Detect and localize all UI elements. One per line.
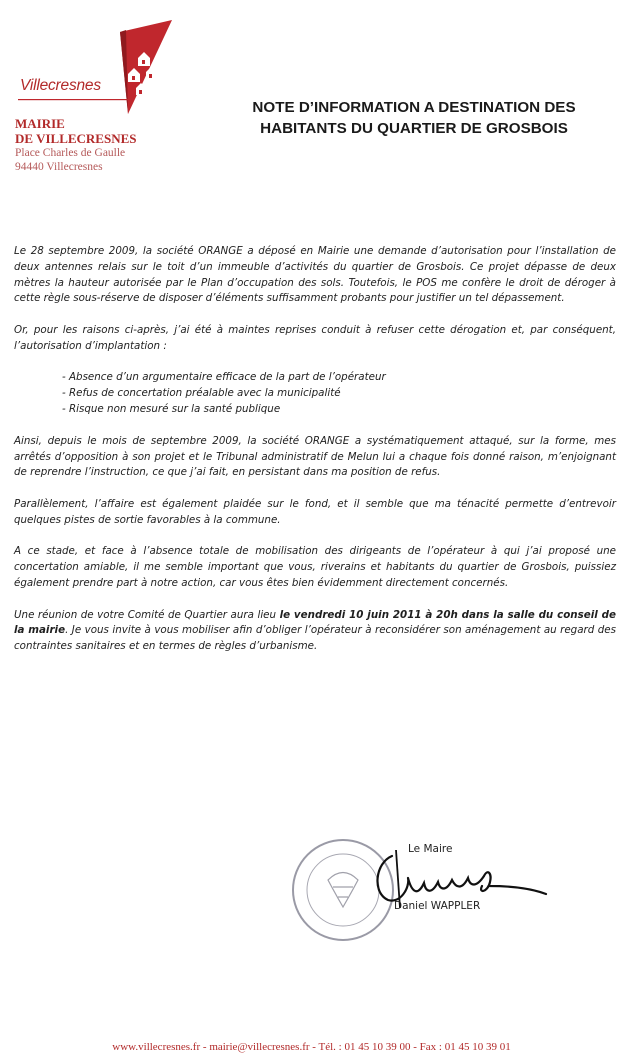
list-item: - Refus de concertation préalable avec la municipalité [62, 387, 341, 400]
list-item: - Risque non mesuré sur la santé publique [62, 402, 281, 415]
paragraph-5: A ce stade, et face à l’absence totale de mobilisation des dirigeants de l’opérateur à qui j’ai proposé une concertation amiable, il me semble important que vous, riverains et habitants du quartier de Grosbois, puissiez également prendre part à notre action, car vous êtes bien évidemment directement concernés. [14, 545, 616, 589]
meeting-text-start: Une réunion de votre Comité de Quartier aura lieu [14, 608, 280, 621]
brand-name: Villecresnes [20, 77, 101, 94]
paragraph-4: Parallèlement, l’affaire est également plaidée sur le fond, et il semble que ma ténacité permette d’entrevoir quelques pistes de sortie favorables à la commune. [14, 497, 616, 526]
signatory-title: Le Maire [408, 843, 453, 855]
org-line-2: DE VILLECRESNES [15, 131, 137, 146]
reasons-list [14, 370, 616, 417]
list-item: - Absence d’un argumentaire efficace de la part de l’opérateur [62, 371, 386, 384]
paragraph-6 [14, 608, 616, 655]
footer-separator: - [410, 1041, 420, 1053]
footer-website[interactable]: www.villecresnes.fr [112, 1041, 201, 1053]
paragraph-2: Or, pour les raisons ci-après, j’ai été à maintes reprises conduit à refuser cette dérogation et, par conséquent, l’autorisation d’implantation : [14, 323, 616, 352]
footer-fax: Fax : 01 45 10 39 01 [419, 1041, 511, 1053]
org-address [15, 147, 125, 174]
org-name [15, 116, 137, 146]
handwritten-signature-icon [360, 838, 560, 928]
paragraph-1: Le 28 septembre 2009, la société ORANGE a déposé en Mairie une demande d’autorisation pour l’installation de deux antennes relais sur le toit d’un immeuble d’activités du quartier de Grosbois. Ce projet dépasse de deux mètres la hauteur autorisée par le Plan d’occupation des sols. Toutefois, le POS me confère le droit de déroger à cette règle sous-réserve de disposer d’éléments suffisamment probants pour justifier un tel dépassement. [14, 245, 616, 305]
footer-phone: Tél. : 01 45 10 39 00 [318, 1041, 411, 1053]
footer-email[interactable]: mairie@villecresnes.fr [209, 1041, 310, 1053]
footer-contact [0, 1041, 623, 1053]
address-line-1: Place Charles de Gaulle [15, 147, 126, 159]
title-line-1: NOTE D’INFORMATION A DESTINATION DES [252, 99, 576, 116]
signatory-name: Daniel WAPPLER [394, 900, 481, 912]
address-line-2: 94440 Villecresnes [15, 160, 103, 173]
footer-separator: - [200, 1041, 210, 1053]
title-line-2: HABITANTS DU QUARTIER DE GROSBOIS [260, 120, 568, 137]
footer-separator: - [309, 1041, 319, 1053]
org-line-1: MAIRIE [15, 116, 65, 131]
letter-body [14, 244, 616, 671]
meeting-text-end: . Je vous invite à vous mobiliser afin d’obliger l’opérateur à reconsidérer son aménagement au regard des contraintes sanitaires et en termes de règles d’urbanisme. [14, 624, 616, 653]
meeting-date-location: le vendredi 10 juin 2011 à 20h dans la salle du conseil de la mairie [14, 608, 616, 637]
document-title [205, 97, 623, 139]
paragraph-3: Ainsi, depuis le mois de septembre 2009, la société ORANGE a systématiquement attaqué, sur la forme, mes arrêtés d’opposition à son projet et le Tribunal administratif de Melun lui a chaque fois donné raison, m’enjoignant de reprendre l’instruction, ce que j’ai fait, en persistant dans ma position de refus. [14, 434, 616, 479]
